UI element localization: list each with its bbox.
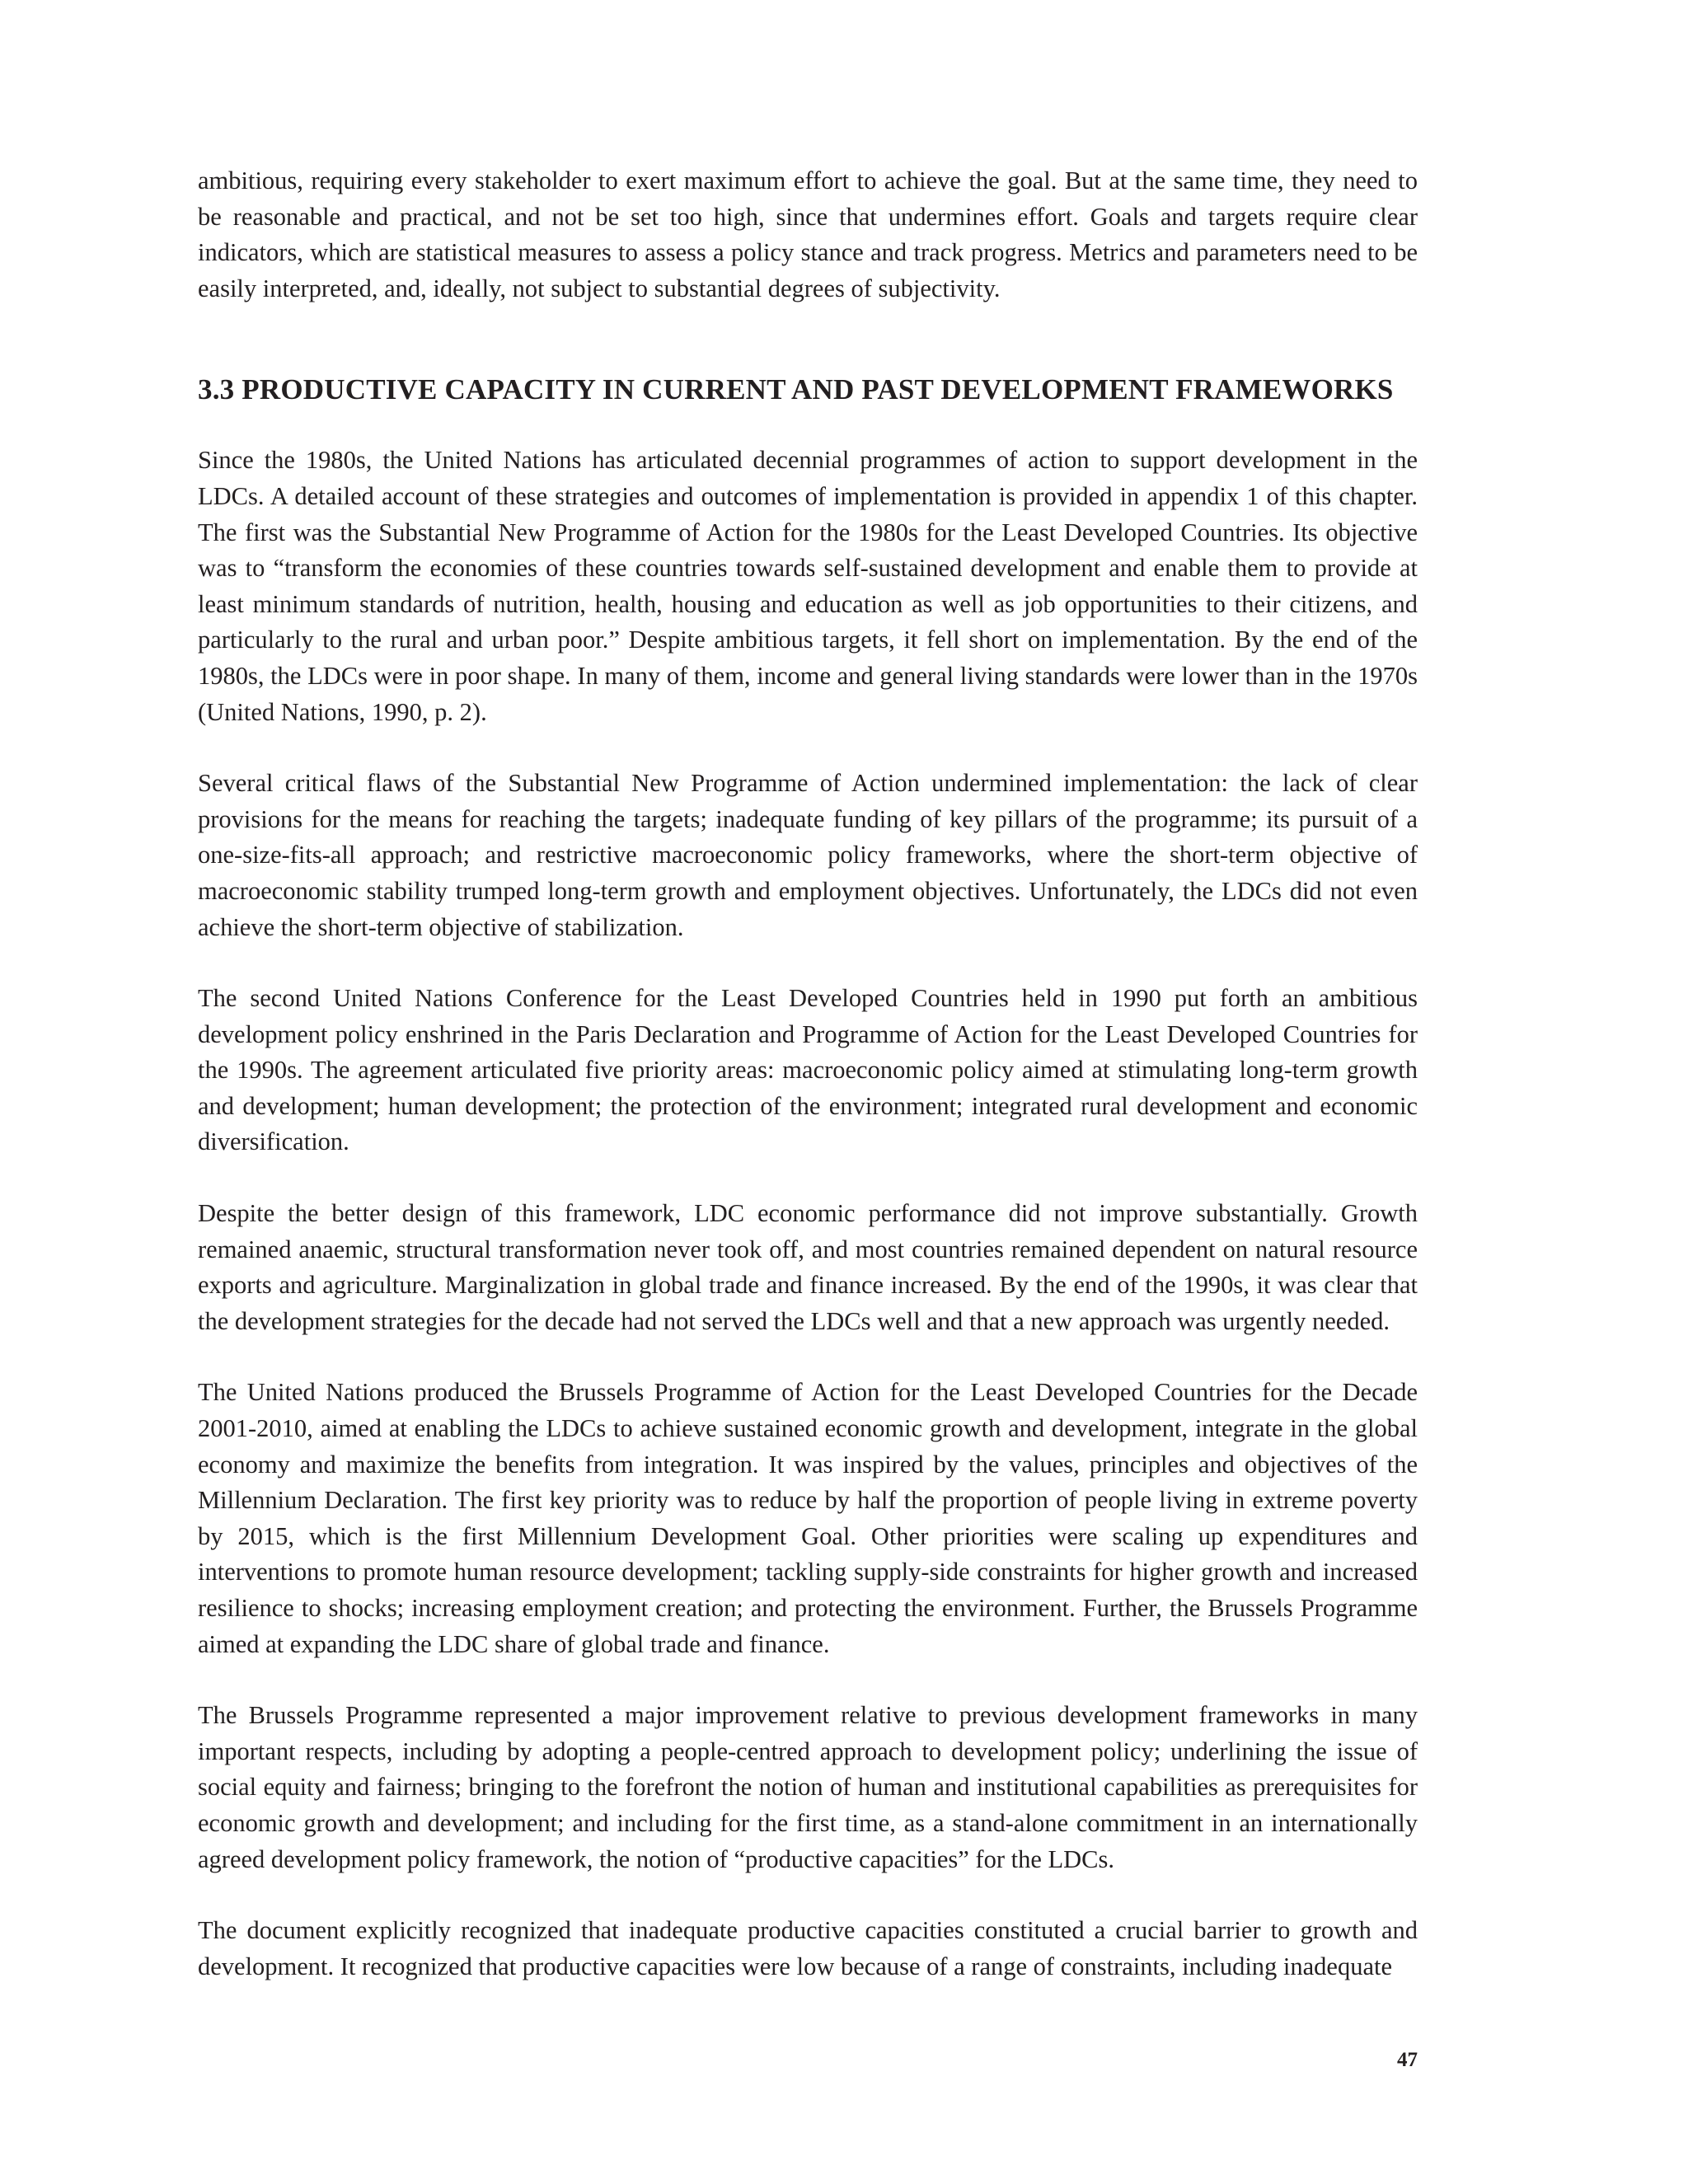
intro-paragraph: ambitious, requiring every stakeholder to exert maximum effort to achieve the goal. But at the same time, they need to be reasonable and practical, and not be set too high, since that undermines effort. Goals and targets require clear indicators, which are statistical measures to assess a policy stance and track progress. Metrics and parameters need to be easily interpreted, and, ideally, not subject to substantial degrees of subjectivity. (198, 166, 1418, 302)
body-paragraph: The second United Nations Conference for the Least Developed Countries held in 1990 put forth an ambitious development policy enshrined in the Paris Declaration and Programme of Action for the Least Developed Countries for the 1990s. The agreement articulated five priority areas: macroeconomic policy aimed at stimulating long-term growth and development; human development; the protection of the environment; integrated rural development and economic diversification. (198, 984, 1418, 1156)
section-heading: 3.3 PRODUCTIVE CAPACITY IN CURRENT AND PAST DEVELOPMENT FRAMEWORKS (198, 373, 1394, 406)
page-number: 47 (1397, 2049, 1418, 2071)
body-paragraph: The Brussels Programme represented a major improvement relative to previous development frameworks in many important respects, including by adopting a people-centred approach to development policy; underlining the issue of social equity and fairness; bringing to the forefront the notion of human and institutional capabilities as prerequisites for economic growth and development; and including for the first time, as a stand-alone commitment in an internationally agreed development policy framework, the notion of “productive capacities” for the LDCs. (198, 1701, 1418, 1873)
body-paragraph: Several critical flaws of the Substantial New Programme of Action undermined implementation: the lack of clear provisions for the means for reaching the targets; inadequate funding of key pillars of the programme; its pursuit of a one-size-fits-all approach; and restrictive macroeconomic policy frameworks, where the short-term objective of macroeconomic stability trumped long-term growth and employment objectives. Unfortunately, the LDCs did not even achieve the short-term objective of stabilization. (198, 769, 1418, 941)
body-paragraph: The document explicitly recognized that inadequate productive capacities constituted a crucial barrier to growth and development. It recognized that productive capacities were low because of a range of constraints, including inadequate (198, 1916, 1418, 1980)
page-body (198, 163, 1418, 2020)
body-paragraph: Since the 1980s, the United Nations has articulated decennial programmes of action to support development in the LDCs. A detailed account of these strategies and outcomes of implementation is provided in appendix 1 of this chapter. The first was the Substantial New Programme of Action for the 1980s for the Least Developed Countries. Its objective was to “transform the economies of these countries towards self-sustained development and enable them to provide at least minimum standards of nutrition, health, housing and education as well as job opportunities to their citizens, and particularly to the rural and urban poor.” Despite ambitious targets, it fell short on implementation. By the end of the 1980s, the LDCs were in poor shape. In many of them, income and general living standards were lower than in the 1970s (United Nations, 1990, p. 2). (198, 446, 1418, 726)
body-paragraph: The United Nations produced the Brussels Programme of Action for the Least Developed Countries for the Decade 2001-2010, aimed at enabling the LDCs to achieve sustained economic growth and development, integrate in the global economy and maximize the benefits from integration. It was inspired by the values, principles and objectives of the Millennium Declaration. The first key priority was to reduce by half the proportion of people living in extreme poverty by 2015, which is the first Millennium Development Goal. Other priorities were scaling up expenditures and interventions to promote human resource development; tackling supply-side constraints for higher growth and increased resilience to shocks; increasing employment creation; and protecting the environment. Further, the Brussels Programme aimed at expanding the LDC share of global trade and finance. (198, 1378, 1418, 1658)
body-paragraph: Despite the better design of this framework, LDC economic performance did not improve substantially. Growth remained anaemic, structural transformation never took off, and most countries remained dependent on natural resource exports and agriculture. Marginalization in global trade and finance increased. By the end of the 1990s, it was clear that the development strategies for the decade had not served the LDCs well and that a new approach was urgently needed. (198, 1199, 1418, 1335)
